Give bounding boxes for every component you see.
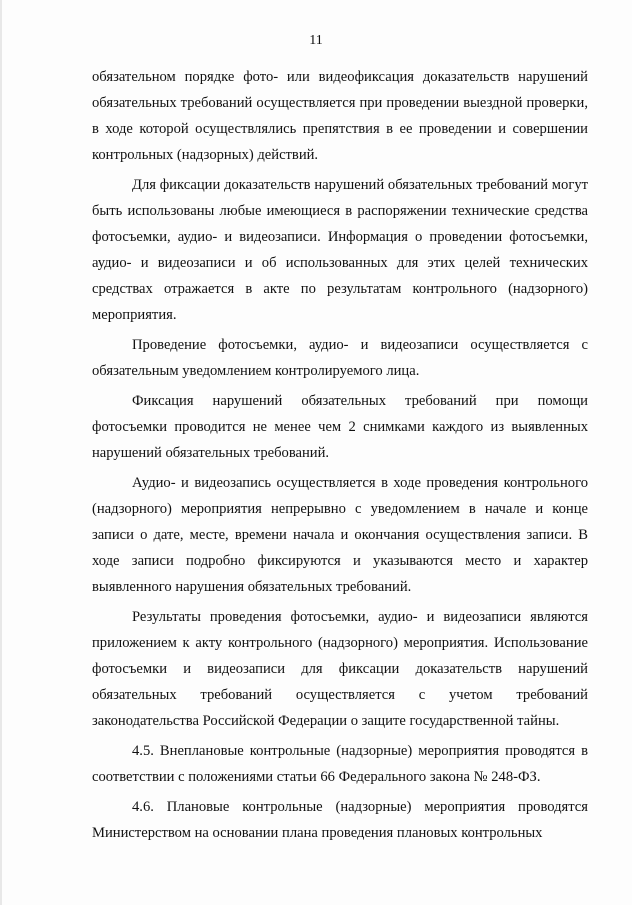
- paragraph-evidence-means: Для фиксации доказательств нарушений обязательных требований могут быть использованы любые имеющиеся в распоряжении технические средства фотосъемки, аудио- и видеозаписи. Информация о проведении фотосъемки, аудио- и видеозаписи и об использованных для этих целей технических средствах отражается в акте по результатам контрольного (надзорного) мероприятия.: [92, 177, 588, 323]
- paragraph-photo-count: Фиксация нарушений обязательных требований при помощи фотосъемки проводится не менее чем 2 снимками каждого из выявленных нарушений обязательных требований.: [92, 393, 588, 461]
- paragraph-notification: Проведение фотосъемки, аудио- и видеозаписи осуществляется с обязательным уведомлением контролируемого лица.: [92, 337, 588, 379]
- paragraph-results: Результаты проведения фотосъемки, аудио- и видеозаписи являются приложением к акту контрольного (надзорного) мероприятия. Использование фотосъемки и видеозаписи для фиксации доказательств нарушений обязательных требований осуществляется с учетом требований законодательства Российской Федерации о защите государственной тайны.: [92, 609, 588, 729]
- paragraph-continuation: обязательном порядке фото- или видеофиксация доказательств нарушений обязательных требований осуществляется при проведении выездной проверки, в ходе которой осуществлялись препятствия в ее проведении и совершении контрольных (надзорных) действий.: [92, 69, 588, 163]
- page-number: 11: [309, 33, 323, 48]
- paragraph-4-5: 4.5. Внеплановые контрольные (надзорные) мероприятия проводятся в соответствии с положениями статьи 66 Федерального закона № 248-ФЗ.: [92, 743, 588, 785]
- paragraph-audio-video: Аудио- и видеозапись осуществляется в ходе проведения контрольного (надзорного) мероприятия непрерывно с уведомлением в начале и конце записи о дате, месте, времени начала и окончания осуществления записи. В ходе записи подробно фиксируются и указываются место и характер выявленного нарушения обязательных требований.: [92, 475, 588, 595]
- scan-edge: [0, 0, 2, 905]
- document-body: [92, 64, 588, 846]
- paragraph-4-6: 4.6. Плановые контрольные (надзорные) мероприятия проводятся Министерством на основании плана проведения плановых контрольных: [92, 799, 588, 841]
